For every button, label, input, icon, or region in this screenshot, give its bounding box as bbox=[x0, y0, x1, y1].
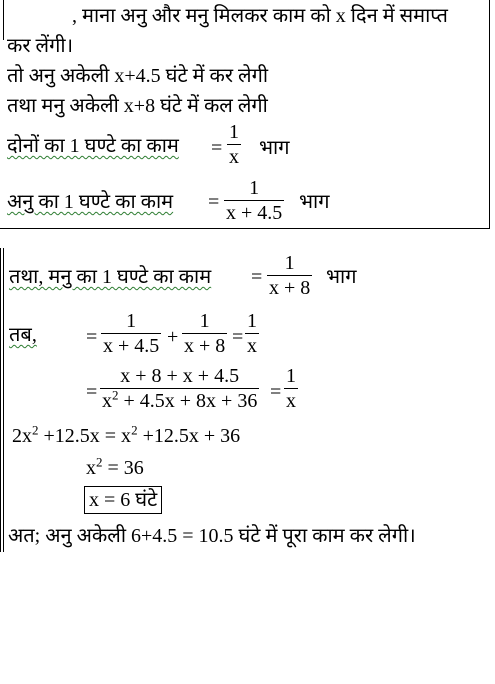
fraction-manu-2: 1 x + 8 bbox=[184, 310, 226, 357]
sum-denominator: $x^2 + 4.5x + 8x + 36$ bbox=[102, 387, 258, 412]
final-statement: अत; अनु अकेली 6+4.5 = 10.5 घंटे में पूरा काम कर लेगी। bbox=[8, 525, 416, 547]
fraction-manu: 1 x + 8 bbox=[269, 252, 311, 299]
intro-line-cont: कर लेंगी। bbox=[7, 35, 74, 57]
answer-box: x = 6 घंटे bbox=[84, 486, 162, 514]
intro-line: , माना अनु और मनु मिलकर काम को x दिन में समाप्त bbox=[72, 5, 448, 27]
equals-sign: = bbox=[86, 326, 98, 348]
bhaag-text: भाग bbox=[299, 191, 330, 213]
bhaag-text: भाग bbox=[259, 137, 290, 159]
left-border-outer bbox=[0, 248, 1, 552]
equals-sign: = bbox=[211, 137, 223, 159]
manu-time-line: तथा मनु अकेली x+8 घंटे में कल लेगी bbox=[7, 95, 268, 117]
equals-sign: = bbox=[208, 191, 220, 213]
left-border-inner bbox=[3, 248, 4, 552]
fraction-anu-2: 1 x + 4.5 bbox=[103, 310, 160, 357]
fraction-anu: 1 x + 4.5 bbox=[226, 177, 283, 224]
equals-sign: = bbox=[251, 266, 263, 288]
equals-sign: = bbox=[86, 381, 98, 403]
plus-sign: + bbox=[167, 326, 179, 348]
left-border-top bbox=[3, 0, 4, 40]
fraction-sum: x + 8 + x + 4.5 $x^2 + 4.5x + 8x + 36$ bbox=[102, 365, 258, 412]
equals-sign: = bbox=[270, 381, 282, 403]
both-work-label: दोनों का 1 घण्टे का काम bbox=[7, 135, 179, 157]
manu-work-label: तथा, मनु का 1 घण्टे का काम bbox=[9, 266, 212, 288]
fraction-1-over-x: 1 x bbox=[286, 365, 296, 412]
anu-work-label: अनु का 1 घण्टे का काम bbox=[7, 191, 174, 213]
equals-sign: = bbox=[232, 326, 244, 348]
equation-step-4: $x^2 = 36$ bbox=[86, 454, 144, 479]
tab-label: तब, bbox=[9, 324, 37, 346]
fraction-1-over-x: 1 x bbox=[229, 121, 239, 168]
equation-step-3: $2x^2 +12.5x = x^2 +12.5x + 36$ bbox=[12, 422, 241, 447]
fraction-1-over-x: 1 x bbox=[247, 310, 257, 357]
anu-time-line: तो अनु अकेली x+4.5 घंटे में कर लेगी bbox=[7, 65, 269, 87]
bhaag-text: भाग bbox=[326, 266, 357, 288]
